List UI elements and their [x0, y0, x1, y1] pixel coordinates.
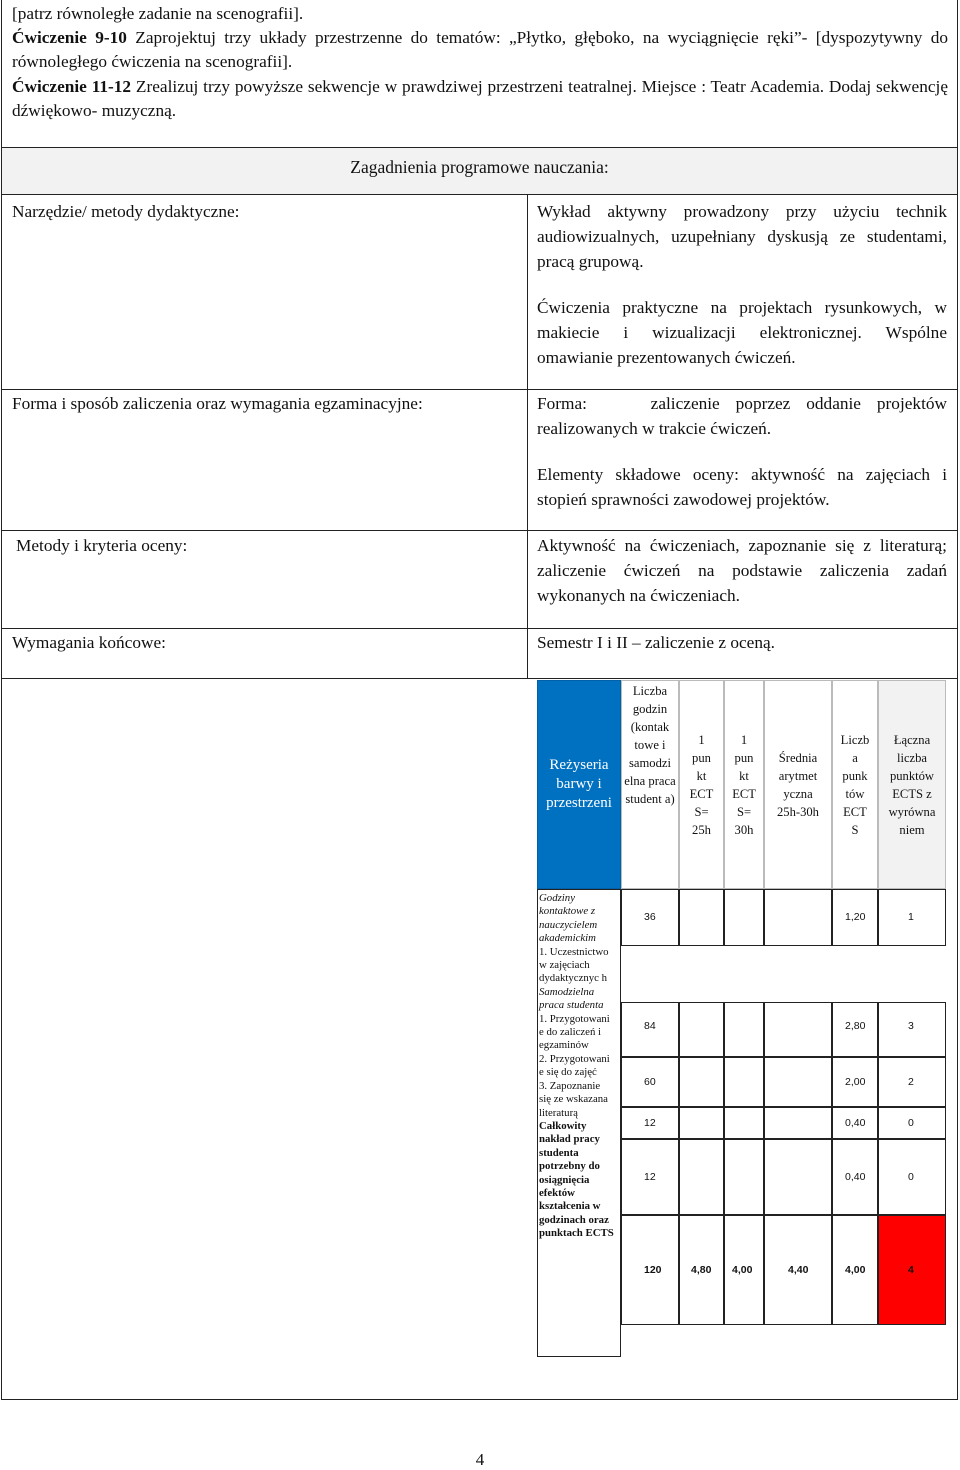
ects-cell [764, 889, 832, 946]
ects-header-hours: Liczba godzin (kontak towe i samodzi elna praca student a) [621, 680, 679, 889]
ects-value-total: 0 [908, 1117, 914, 1129]
ects-value-total: 3 [908, 1020, 914, 1032]
ects-header-points: Liczb a punk tów ECT S [832, 680, 878, 889]
section-title: Zagadnienia programowe nauczania: [2, 147, 957, 195]
row-divider [2, 389, 957, 390]
desc-self-study: Samodzielna praca studenta [539, 985, 604, 1012]
ects-value-ects: 2,00 [845, 1076, 866, 1088]
ects-cell [724, 1107, 764, 1139]
ects-cell [764, 1057, 832, 1107]
ects-value-ects: 1,20 [845, 911, 866, 923]
ects-value-ects: 4,00 [845, 1264, 866, 1276]
ects-value-total: 0 [908, 1171, 914, 1183]
ects-header-25h: 1 pun kt ECT S= 25h [679, 680, 724, 889]
ects-cell [764, 1107, 832, 1139]
assessment-criteria-text: Aktywność na ćwiczeniach, zapoznanie się z literaturą; zaliczenie ćwiczeń na podstawie zaliczenia zadań wykonanych na ćwiczeniach. [537, 536, 947, 605]
ects-cell [764, 1002, 832, 1057]
ects-cell [724, 1057, 764, 1107]
ects-value-avg: 4,40 [788, 1264, 809, 1276]
row-divider [2, 678, 957, 679]
ects-value-hours: 60 [644, 1076, 656, 1088]
ects-cell [724, 889, 764, 946]
exercise-9-10-title: Ćwiczenie 9-10 [12, 28, 127, 48]
ects-value-hours: 84 [644, 1020, 656, 1032]
intro-line: [patrz równoległe zadanie na scenografii]. [12, 4, 304, 23]
desc-class-prep: 2. Przygotowani e się do zajęć [539, 1052, 610, 1079]
ects-header-course: Reżyseria barwy i przestrzeni [537, 680, 621, 889]
label-assessment-criteria: Metody i kryteria oceny: [16, 536, 188, 555]
ects-value-hours: 12 [644, 1117, 656, 1129]
column-divider [527, 195, 528, 678]
teaching-methods-text: Wykład aktywny prowadzony przy użyciu technik audiowizualnych, uzupełniany dyskusją ze studentami, pracą grupową. [537, 202, 947, 271]
ects-header-total: Łączna liczba punktów ECTS z wyrówna niem [878, 680, 946, 889]
exercise-11-12 [12, 75, 948, 123]
ects-value-total: 2 [908, 1076, 914, 1088]
ects-cell [679, 889, 724, 946]
desc-exam-prep: 1. Przygotowani e do zaliczeń i egzaminów [539, 1012, 610, 1052]
ects-cell [724, 1139, 764, 1215]
row-divider [2, 530, 957, 531]
desc-total-workload: Całkowity nakład pracy studenta potrzebny do osiągnięcia efektów kształcenia w godzinach oraz punktach ECTS [539, 1119, 614, 1240]
label-final-requirements: Wymagania końcowe: [12, 633, 166, 652]
desc-literature: 3. Zapoznanie się ze wskazana literaturą [539, 1079, 608, 1119]
ects-value-hours: 12 [644, 1171, 656, 1183]
ects-value-ects: 0,40 [845, 1117, 866, 1129]
exercise-11-12-title: Ćwiczenie 11-12 [12, 76, 132, 96]
final-requirements-text: Semestr I i II – zaliczenie z oceną. [537, 633, 775, 652]
ects-value-ects: 2,80 [845, 1020, 866, 1032]
row-divider [2, 628, 957, 629]
ects-cell [679, 1057, 724, 1107]
ects-cell [679, 1002, 724, 1057]
ects-value-hours: 120 [644, 1264, 662, 1276]
ects-header-average: Średnia arytmet yczna 25h-30h [764, 680, 832, 889]
assessment-elements-text: Elementy składowe oceny: aktywność na zajęciach i stopień sprawności zawodowej projektów. [537, 465, 947, 509]
ects-value-hours: 36 [644, 911, 656, 923]
label-assessment-form: Forma i sposób zaliczenia oraz wymagania egzaminacyjne: [12, 394, 423, 413]
exercise-intro [12, 2, 948, 123]
label-teaching-methods: Narzędzie/ metody dydaktyczne: [12, 202, 240, 221]
teaching-methods-text-2: Ćwiczenia praktyczne na projektach rysunkowych, w makiecie i wizualizacji elektronicznej. Wspólne omawianie prezentowanych ćwiczeń. [537, 298, 947, 367]
ects-description [539, 892, 614, 1241]
ects-value-total: 1 [908, 911, 914, 923]
ects-header-30h: 1 pun kt ECT S= 30h [724, 680, 764, 889]
desc-participation: 1. Uczestnictwo w zajęciach dydaktycznyc h [539, 945, 609, 985]
ects-cell [764, 1139, 832, 1215]
exercise-11-12-text: Zrealizuj trzy powyższe sekwencje w prawdziwej przestrzeni teatralnej. Miejsce : Teatr Academia. Dodaj sekwencję dźwiękowo- muzyczną. [12, 76, 948, 120]
ects-value-total: 4 [908, 1264, 914, 1276]
ects-value-ects: 0,40 [845, 1171, 866, 1183]
ects-cell [679, 1107, 724, 1139]
page-number: 4 [475, 1450, 485, 1469]
assessment-form-text: Forma: zaliczenie poprzez oddanie projektów realizowanych w trakcie ćwiczeń. [537, 394, 952, 438]
desc-contact-hours: Godziny kontaktowe z nauczycielem akademickim [539, 892, 598, 945]
exercise-9-10-text: Zaprojektuj trzy układy przestrzenne do tematów: „Płytko, głęboko, na wyciągnięcie ręki”- [dyspozytywny do równoległego ćwiczenia na scenografii]. [12, 28, 948, 72]
exercise-9-10 [12, 26, 948, 74]
ects-value-c25: 4,80 [691, 1264, 712, 1276]
ects-cell [679, 1139, 724, 1215]
ects-cell [724, 1002, 764, 1057]
ects-value-c30: 4,00 [732, 1264, 753, 1276]
